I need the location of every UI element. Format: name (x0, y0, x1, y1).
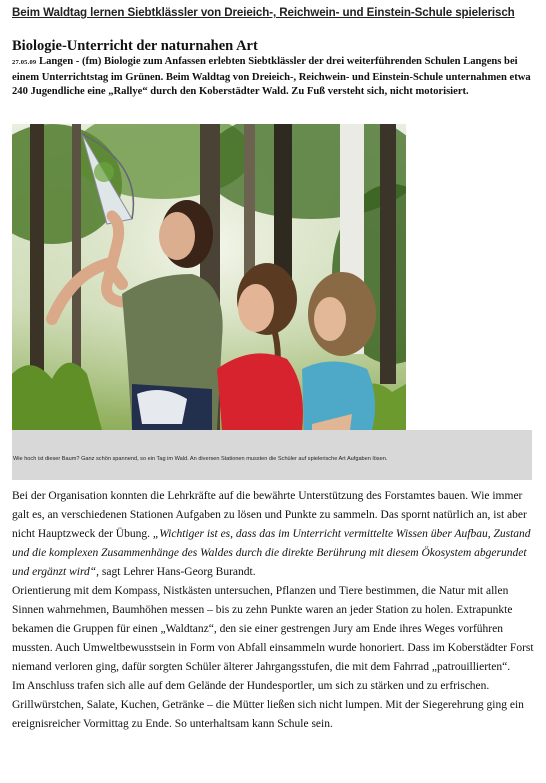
paragraph-1-text: Bei der Organisation konnten die Lehrkräfte auf die bewährte Unterstützung des Forstamtes bauen. Wie immer galt es, an verschiedenen Stationen Aufgaben zu lösen und Punkte zu sammeln. Das spornt natürlich an, ist aber nicht Hauptzweck der Übung. (12, 490, 527, 540)
lead-text: Langen - (fm) Biologie zum Anfassen erlebten Siebtklässler der drei weiterführenden Schulen Langens bei einem Unterrichtstag im Grünen. Beim Waldtag von Dreieich-, Reichwein- und Einstein-Schule unternahmen etwa 240 Jugendliche eine „Rallye“ durch den Koberstädter Wald. Zu Fuß versteht sich, nicht motorisiert. (12, 56, 531, 98)
paragraph-1-attribution: , sagt Lehrer Hans-Georg Burandt. (96, 566, 256, 578)
article-headline[interactable]: Beim Waldtag lernen Siebtklässler von Dreieich-, Reichwein- und Einstein-Schule spielerisch (12, 6, 515, 19)
article-lead (12, 55, 536, 100)
article-date: 27.05.09 (12, 59, 37, 66)
article-subheadline: Biologie-Unterricht der naturnahen Art (12, 38, 258, 54)
article-photo (12, 124, 406, 430)
body-paragraph-1 (12, 487, 536, 582)
teacher-quote: „Wichtiger ist es, dass das im Unterricht vermittelte Wissen über Aufbau, Zustand und die komplexen Zusammenhänge des Waldes durch die direkte Berührung mit diesem Ökosystem abgerundet und ergänzt wird“ (12, 528, 531, 578)
body-paragraph-3: Im Anschluss trafen sich alle auf dem Gelände der Hundesportler, um sich zu stärken und zu erfrischen. Grillwürstchen, Salate, Kuchen, Getränke – die Mütter ließen sich nicht lumpen. Mit der Siegerehrung ging ein ereignisreicher Vormittag zu Ende. So unterhaltsam kann Schule sein. (12, 680, 524, 730)
caption-background (12, 430, 532, 480)
body-paragraph-2: Orientierung mit dem Kompass, Nistkästen untersuchen, Pflanzen und Tiere bestimmen, die Natur mit allen Sinnen wahrnehmen, Baumhöhen messen – bis zu zehn Punkte waren an jeder Station zu holen. Extrapunkte bekamen die Gruppen für einen „Waldtanz“, den sie einer gestrengen Jury am Ende ihres Weges vorführen mussten. Auch Umweltbewusstsein in Form von Abfall einsammeln wurde honoriert. Dass im Koberstädter Forst niemand verloren ging, dafür sorgten Schüler älterer Jahrgangsstufen, die mit dem Fahrrad „patrouillierten“. (12, 585, 534, 673)
photo-caption: Wie hoch ist dieser Baum? Ganz schön spannend, so ein Tag im Wald. An diversen Stationen mussten die Schüler auf spielerische Art Aufgaben lösen. (13, 456, 388, 462)
forest-photo-illustration (12, 124, 406, 430)
article-body (12, 487, 536, 734)
